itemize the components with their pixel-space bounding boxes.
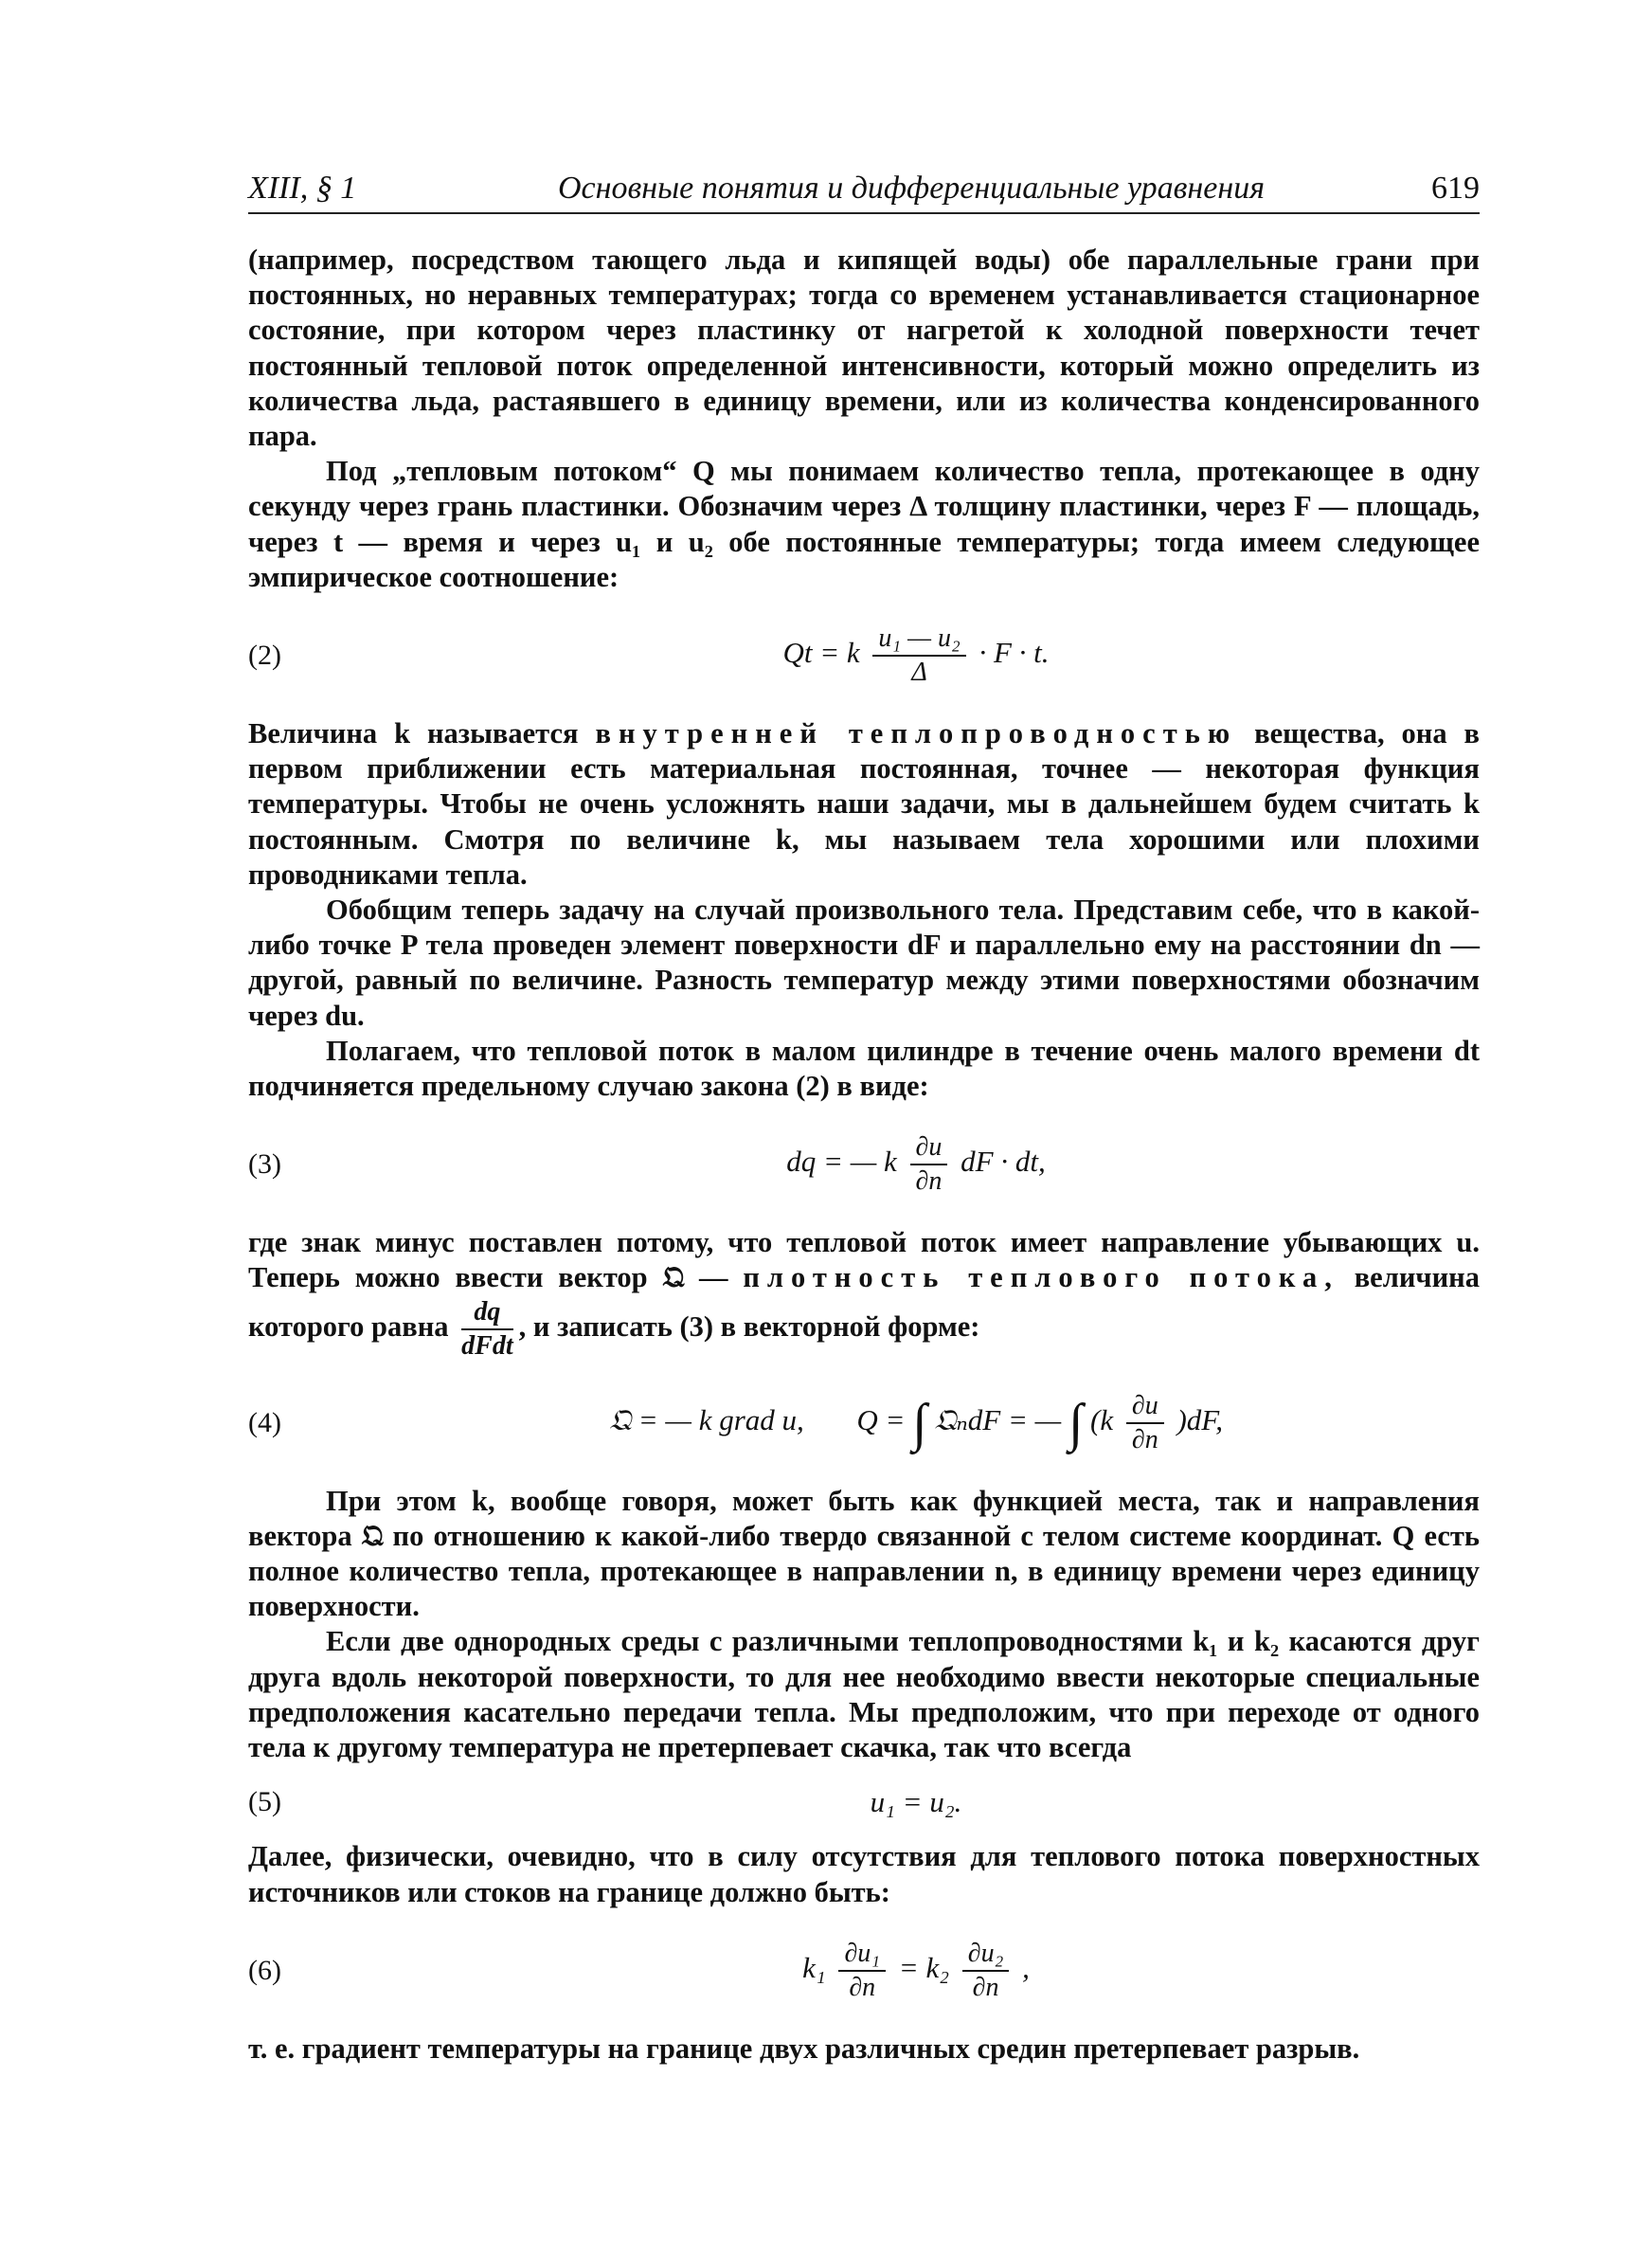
inline-fraction-denominator: dFdt xyxy=(461,1330,513,1361)
inline-fraction xyxy=(461,1296,512,1363)
formula-4-number: (4) xyxy=(248,1406,281,1438)
formula-6-denominator-1: ∂n xyxy=(849,1972,876,2002)
paragraph-6-term: плотность теплового потока, xyxy=(743,1261,1339,1294)
paragraph-2: Под „тепловым потоком“ Q мы понимаем количество тепла, протекающее в одну секунду через грань пластинки. Обозначим через Δ толщину пластинки, через F — площадь, через t — время и через u₁ и u₂ обе постоянные температуры; тогда имеем следующее эмпирическое соотношение: xyxy=(248,455,1480,593)
formula-4-part3: 𝔔ₙdF = — xyxy=(934,1402,1062,1436)
formula-6-number: (6) xyxy=(248,1954,281,1986)
formula-2-fraction xyxy=(872,623,965,689)
paragraph-9: Далее, физически, очевидно, что в силу отсутствия для теплового потока поверхностных источников или стоков на границе должно быть: xyxy=(248,1840,1480,1908)
formula-2-lhs: Qt = k xyxy=(782,636,860,670)
formula-3-number: (3) xyxy=(248,1148,281,1181)
running-title: Основные понятия и дифференциальные уравнения xyxy=(557,171,1266,206)
formula-3-lhs: dq = — k xyxy=(786,1145,897,1179)
formula-6 xyxy=(248,1933,1480,2009)
formula-5-expression: u₁ = u₂. xyxy=(870,1785,962,1819)
formula-2-numerator: u₁ — u₂ xyxy=(872,623,965,657)
formula-3-expression xyxy=(352,1131,1480,1198)
formula-6-k1: k₁ xyxy=(802,1950,826,1984)
paragraph-3 xyxy=(248,716,1480,893)
formula-5-number: (5) xyxy=(248,1786,281,1818)
paragraph-3-start: Величина k называется xyxy=(248,717,579,750)
formula-3 xyxy=(248,1127,1480,1202)
formula-6-mid: = k₂ xyxy=(898,1950,949,1984)
formula-6-end: , xyxy=(1022,1950,1030,1984)
formula-6-fraction-2 xyxy=(962,1938,1010,2004)
formula-6-expression xyxy=(352,1938,1480,2004)
paragraph-4: Обобщим теперь задачу на случай произвольного тела. Представим себе, что в какой-либо точке P тела проведен элемент поверхности dF и параллельно ему на расстоянии dn — другой, равный по величине. Разность температур между этими поверхностями обозначим через du. xyxy=(248,894,1480,1032)
formula-4-expression xyxy=(352,1390,1480,1456)
formula-2-rhs: · F · t. xyxy=(979,636,1050,670)
paragraph-6-end: , и записать (3) в векторной форме: xyxy=(518,1309,980,1343)
page-header xyxy=(248,171,1480,214)
formula-4-denominator: ∂n xyxy=(1131,1424,1158,1454)
formula-5 xyxy=(248,1779,1480,1826)
formula-2-denominator: Δ xyxy=(911,658,927,688)
paragraph-10: т. е. градиент температуры на границе двух различных средин претерпевает разрыв. xyxy=(248,2031,1360,2065)
book-page xyxy=(248,171,1480,2067)
formula-4-fraction xyxy=(1126,1390,1164,1456)
paragraph-3-rest: вещества, она в первом приближении есть материальная постоянная, точнее — некоторая функция температуры. Чтобы не очень усложнять наши задачи, мы в дальнейшем будем считать k постоянным. Смотря по величине k, мы называем тела хорошими или плохими проводниками тепла. xyxy=(248,717,1481,891)
paragraph-5: Полагаем, что тепловой поток в малом цилиндре в течение очень малого времени dt подчиняется предельному случаю закона (2) в виде: xyxy=(248,1034,1480,1103)
section-number: XIII, § 1 xyxy=(248,171,357,206)
formula-4 xyxy=(248,1385,1480,1461)
formula-4-part2: Q = xyxy=(856,1402,906,1436)
inline-fraction-numerator: dq xyxy=(461,1296,512,1330)
formula-2 xyxy=(248,618,1480,694)
integral-sign-2: ∫ xyxy=(1068,1393,1084,1453)
paragraph-6-start: где знак минус поставлен потому, что тепловой поток имеет направление убывающих u. Теперь можно ввести вектор 𝔔 — xyxy=(248,1226,1480,1294)
formula-4-numerator: ∂u xyxy=(1126,1390,1164,1424)
formula-6-fraction-1 xyxy=(838,1938,886,2004)
formula-2-expression xyxy=(352,623,1480,689)
formula-2-number: (2) xyxy=(248,640,281,672)
page-number: 619 xyxy=(1431,171,1480,206)
paragraph-6-middle: величина которого равна xyxy=(248,1261,1480,1343)
paragraph-1: (например, посредством тающего льда и кипящей воды) обе параллельные грани при постоянных, но неравных температурах; тогда со временем устанавливается стационарное состояние, при котором через пластинку от нагретой к холодной поверхности течет постоянный тепловой поток определенной интенсивности, который можно определить из количества льда, растаявшего в единицу времени, или из количества конденсированного пара. xyxy=(248,244,1480,453)
formula-3-denominator: ∂n xyxy=(915,1166,943,1197)
paragraph-3-term: внутренней теплопроводностью xyxy=(595,717,1238,750)
formula-4-part1: 𝔔 = — k grad u, xyxy=(609,1402,804,1436)
paragraph-8: Если две однородных среды с различными теплопроводностями k₁ и k₂ касаются друг друга вдоль некоторой поверхности, то для нее необходимо ввести некоторые специальные предположения касательно передачи тепла. Мы предположим, что при переходе от одного тела к другому температура не претерпевает скачка, так что всегда xyxy=(248,1625,1480,1764)
formula-3-numerator: ∂u xyxy=(910,1131,948,1165)
formula-3-rhs: dF · dt, xyxy=(961,1145,1046,1179)
formula-4-close: )dF, xyxy=(1176,1402,1223,1436)
formula-6-numerator-1: ∂u₁ xyxy=(838,1938,886,1972)
formula-3-fraction xyxy=(910,1131,948,1198)
formula-6-numerator-2: ∂u₂ xyxy=(962,1938,1010,1972)
integral-sign-1: ∫ xyxy=(912,1393,927,1453)
formula-6-denominator-2: ∂n xyxy=(972,1972,999,2002)
formula-4-open: (k xyxy=(1090,1402,1114,1436)
paragraph-7: При этом k, вообще говоря, может быть как функцией места, так и направления вектора 𝔔 по отношению к какой-либо твердо связанной с телом системе координат. Q есть полное количество тепла, протекающее в направлении n, в единицу времени через единицу поверхности. xyxy=(248,1484,1480,1623)
paragraph-6 xyxy=(248,1225,1480,1362)
